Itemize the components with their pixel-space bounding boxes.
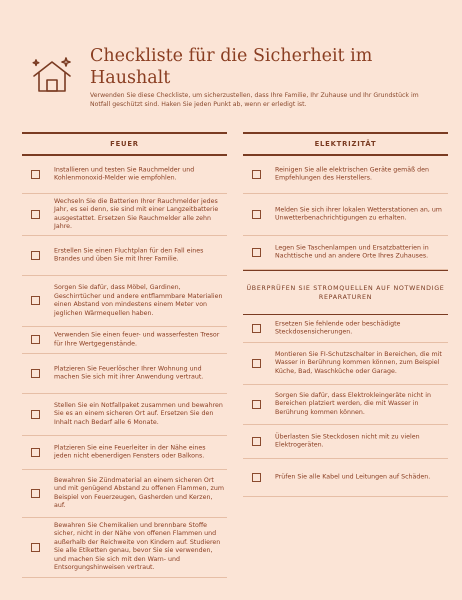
fire-checklist-item	[22, 518, 227, 578]
electric-column	[243, 132, 448, 497]
checkbox[interactable]	[31, 210, 40, 219]
checklist-item-label: Überlasten Sie Steckdosen nicht mit zu vielen Elektrogeräten.	[275, 432, 420, 449]
fire-checklist-item	[22, 354, 227, 394]
electric-checklist-item	[243, 459, 448, 497]
checkbox[interactable]	[31, 296, 40, 305]
checklist-item-label: Sorgen Sie dafür, dass Elektrokleingeräte nicht in Bereichen platziert werden, die mit Wasser in Berührung kommen können.	[275, 391, 431, 416]
checkbox[interactable]	[252, 324, 261, 333]
checklist-item-label: Ersetzen Sie fehlende oder beschädigte Steckdosensicherungen.	[275, 319, 401, 336]
checkbox[interactable]	[31, 251, 40, 260]
electric-checklist-item	[243, 194, 448, 236]
checkbox[interactable]	[31, 170, 40, 179]
fire-checklist-item	[22, 470, 227, 518]
document-header	[0, 0, 462, 130]
checklist-item-label: Legen Sie Taschenlampen und Ersatzbatterien in Nachttische und an andere Orte Ihres Zuhauses.	[275, 243, 429, 260]
checklist-item-label: Platzieren Sie eine Feuerleiter in der Nähe eines jeden nicht ebenerdigen Fensters oder Balkons.	[54, 443, 206, 460]
electric-checklist	[243, 156, 448, 497]
electric-checklist-item	[243, 385, 448, 425]
checklist-item-label: Bewahren Sie Chemikalien und brennbare Stoffe sicher, nicht in der Nähe von offenen Flammen und außerhalb der Reichweite von Kindern auf. Studieren Sie alle Etiketten genau, bevor Sie sie verwenden, und machen Sie sich mit den Warn- und Entsorgungshinweisen vertraut.	[54, 521, 221, 572]
fire-checklist-item	[22, 394, 227, 436]
electric-heading: ELEKTRIZITÄT	[243, 132, 448, 156]
checklist-item-label: Erstellen Sie einen Fluchtplan für den Fall eines Brandes und üben Sie mit Ihrer Familie.	[54, 246, 204, 263]
fire-checklist-item	[22, 194, 227, 236]
checklist-item-label: Melden Sie sich ihrer lokalen Wetterstationen an, um Unwetterbenachrichtigungen zu erhalten.	[275, 205, 442, 222]
checkbox[interactable]	[31, 410, 40, 419]
fire-checklist-item	[22, 236, 227, 276]
checklist-item-label: Bewahren Sie Zündmaterial an einem sicheren Ort und mit genügend Abstand zu offenen Flammen, zum Beispiel von Feuerzeugen, Gasherden und Kerzen, auf.	[54, 476, 224, 510]
checklist-item-label: Wechseln Sie die Batterien Ihrer Rauchmelder jedes Jahr, es sei denn, sie sind mit einer Langzeitbatterie ausgestattet. Ersetzen Sie Rauchmelder alle zehn Jahre.	[54, 197, 219, 231]
checkbox[interactable]	[252, 248, 261, 257]
checklist-item-label: Prüfen Sie alle Kabel und Leitungen auf Schäden.	[275, 473, 431, 481]
checklist-item-label: Montieren Sie FI-Schutzschalter in Bereichen, die mit Wasser in Berührung kommen können, zum Beispiel Küche, Bad, Waschküche oder Garage.	[275, 350, 442, 375]
checkbox[interactable]	[252, 400, 261, 409]
checkbox[interactable]	[252, 437, 261, 446]
subheading-label: ÜBERPRÜFEN SIE STROMQUELLEN AUF NOTWENDIGE REPARATUREN	[246, 284, 445, 301]
checkbox[interactable]	[31, 448, 40, 457]
checkbox[interactable]	[252, 473, 261, 482]
electric-checklist-item	[243, 343, 448, 385]
house-sparkle-icon	[30, 56, 74, 94]
checkbox[interactable]	[252, 210, 261, 219]
fire-checklist-item	[22, 436, 227, 470]
checkbox[interactable]	[252, 359, 261, 368]
power-sources-subheading	[243, 270, 448, 315]
checklist-item-label: Platzieren Sie Feuerlöscher Ihrer Wohnung und machen Sie sich mit ihrer Anwendung vertraut.	[54, 364, 204, 381]
fire-checklist-item	[22, 327, 227, 354]
intro-text: Verwenden Sie diese Checkliste, um sicherzustellen, dass Ihre Familie, Ihr Zuhause und Ihr Grundstück im Notfall geschützt sind. Haken Sie jeden Punkt ab, wenn er erledigt ist.	[90, 92, 419, 108]
checklist-item-label: Sorgen Sie dafür, dass Möbel, Gardinen, Geschirrtücher und andere entflammbare Materialien einen Abstand von mindestens einem Meter von jeglichen Wärmequellen haben.	[54, 283, 223, 317]
fire-checklist-item	[22, 156, 227, 194]
checklist-item-label: Reinigen Sie alle elektrischen Geräte gemäß den Empfehlungen des Herstellers.	[275, 165, 429, 182]
checklist-item-label: Installieren und testen Sie Rauchmelder und Kohlenmonoxid-Melder wie empfohlen.	[54, 165, 195, 182]
page-title: Checkliste für die Sicherheit im Haushalt	[90, 46, 373, 88]
checkbox[interactable]	[252, 170, 261, 179]
checkbox[interactable]	[31, 369, 40, 378]
checkbox[interactable]	[31, 489, 40, 498]
fire-checklist	[22, 156, 227, 578]
electric-checklist-item	[243, 156, 448, 194]
electric-checklist-item	[243, 425, 448, 459]
fire-heading: FEUER	[22, 132, 227, 156]
fire-column	[22, 132, 227, 578]
electric-checklist-item	[243, 315, 448, 343]
electric-checklist-item	[243, 236, 448, 270]
checklist-item-label: Verwenden Sie einen feuer- und wasserfesten Tresor für Ihre Wertgegenstände.	[54, 331, 220, 347]
checklist-item-label: Stellen Sie ein Notfallpaket zusammen und bewahren Sie es an einem sicheren Ort auf. Ersetzen Sie den Inhalt nach Bedarf alle 6 Monate.	[54, 401, 223, 426]
fire-checklist-item	[22, 276, 227, 327]
checkbox[interactable]	[31, 335, 40, 344]
checkbox[interactable]	[31, 543, 40, 552]
